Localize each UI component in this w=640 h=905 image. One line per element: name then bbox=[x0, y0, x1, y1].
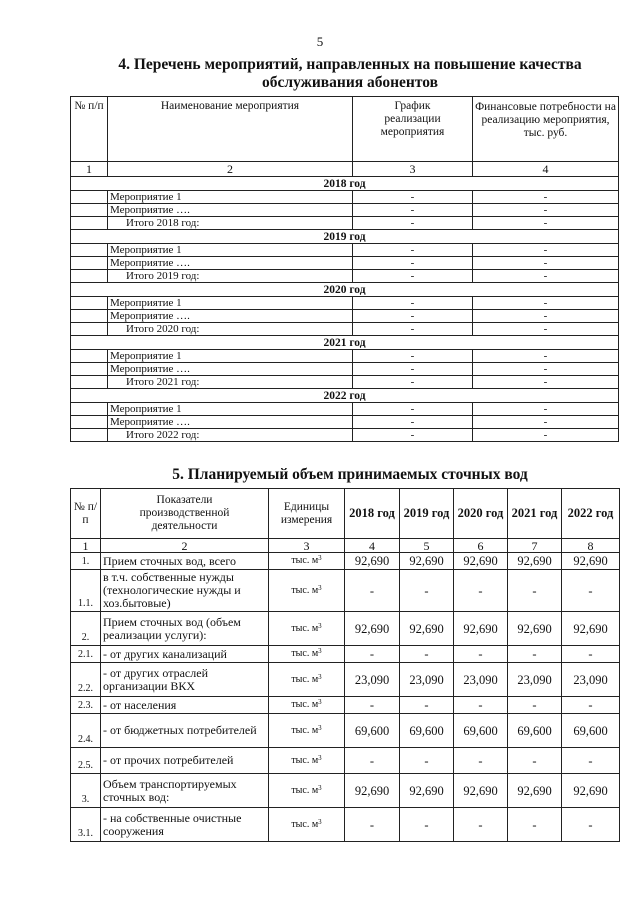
row-number bbox=[71, 376, 108, 389]
row-number bbox=[71, 403, 108, 416]
year-value: - bbox=[454, 646, 508, 663]
column-numbers-row bbox=[71, 539, 620, 553]
finance-value: - bbox=[473, 270, 619, 283]
year-value: - bbox=[454, 748, 508, 774]
activity-row bbox=[71, 310, 619, 323]
finance-value: - bbox=[473, 376, 619, 389]
year-value: 23,090 bbox=[562, 663, 620, 697]
year-value: - bbox=[562, 646, 620, 663]
indicator-name: - от других канализаций bbox=[101, 646, 269, 663]
row-number bbox=[71, 257, 108, 270]
indicator-row bbox=[71, 570, 620, 612]
unit-text: тыс. м bbox=[291, 754, 319, 766]
column-number: 4 bbox=[473, 162, 619, 177]
year-value: - bbox=[400, 748, 454, 774]
activity-row bbox=[71, 297, 619, 310]
indicator-row bbox=[71, 714, 620, 748]
total-row bbox=[71, 270, 619, 283]
column-number: 1 bbox=[71, 539, 101, 553]
schedule-value: - bbox=[353, 403, 473, 416]
activity-name: Мероприятие …. bbox=[108, 257, 353, 270]
unit-superscript: 3 bbox=[318, 647, 322, 655]
unit-cell bbox=[269, 774, 345, 808]
unit-text: тыс. м bbox=[291, 622, 319, 634]
activity-name: Итого 2021 год: bbox=[108, 376, 353, 389]
year-value: - bbox=[562, 748, 620, 774]
year-value: 92,690 bbox=[454, 612, 508, 646]
unit-cell bbox=[269, 697, 345, 714]
schedule-value: - bbox=[353, 323, 473, 336]
row-number: 3. bbox=[71, 774, 101, 808]
unit-cell bbox=[269, 808, 345, 842]
unit-superscript: 3 bbox=[318, 621, 322, 630]
year-value: 92,690 bbox=[400, 553, 454, 570]
schedule-value: - bbox=[353, 310, 473, 323]
unit-cell bbox=[269, 663, 345, 697]
row-number bbox=[71, 191, 108, 204]
unit-superscript: 3 bbox=[318, 583, 322, 592]
header-unit: Единицы измерения bbox=[269, 489, 345, 539]
year-value: 92,690 bbox=[345, 774, 400, 808]
indicator-row bbox=[71, 553, 620, 570]
unit-text: тыс. м bbox=[291, 784, 319, 796]
column-number: 1 bbox=[71, 162, 108, 177]
column-number: 5 bbox=[400, 539, 454, 553]
activity-name: Мероприятие 1 bbox=[108, 191, 353, 204]
year-value: - bbox=[345, 697, 400, 714]
finance-value: - bbox=[473, 217, 619, 230]
year-value: - bbox=[508, 646, 562, 663]
total-row bbox=[71, 376, 619, 389]
year-value: 92,690 bbox=[562, 612, 620, 646]
column-number: 4 bbox=[345, 539, 400, 553]
year-value: 69,600 bbox=[508, 714, 562, 748]
year-value: 23,090 bbox=[454, 663, 508, 697]
year-row bbox=[71, 230, 619, 244]
year-label: 2019 год bbox=[71, 230, 619, 244]
row-number bbox=[71, 217, 108, 230]
row-number: 2. bbox=[71, 612, 101, 646]
year-value: 23,090 bbox=[508, 663, 562, 697]
row-number: 3.1. bbox=[71, 808, 101, 842]
row-number: 1. bbox=[71, 553, 101, 570]
schedule-value: - bbox=[353, 416, 473, 429]
column-number: 2 bbox=[108, 162, 353, 177]
column-number: 3 bbox=[269, 539, 345, 553]
schedule-value: - bbox=[353, 376, 473, 389]
year-value: - bbox=[400, 697, 454, 714]
activities-table bbox=[70, 96, 619, 442]
year-value: 92,690 bbox=[508, 612, 562, 646]
schedule-value: - bbox=[353, 297, 473, 310]
section4-title-line1: 4. Перечень мероприятий, направленных на повышение качества bbox=[118, 56, 582, 73]
finance-value: - bbox=[473, 403, 619, 416]
row-number: 2.3. bbox=[71, 697, 101, 714]
unit-superscript: 3 bbox=[318, 554, 322, 562]
activity-name: Мероприятие 1 bbox=[108, 297, 353, 310]
unit-superscript: 3 bbox=[318, 753, 322, 762]
year-value: 23,090 bbox=[400, 663, 454, 697]
unit-text: тыс. м bbox=[291, 648, 319, 659]
page-number: 5 bbox=[316, 34, 324, 49]
header-finance: Финансовые потребности на реализацию мероприятия, тыс. руб. bbox=[473, 97, 619, 162]
total-row bbox=[71, 323, 619, 336]
unit-cell bbox=[269, 570, 345, 612]
activity-name: Мероприятие …. bbox=[108, 204, 353, 217]
year-label: 2022 год bbox=[71, 389, 619, 403]
indicator-row bbox=[71, 646, 620, 663]
year-value: - bbox=[508, 808, 562, 842]
unit-text: тыс. м bbox=[291, 673, 319, 685]
row-number: 1.1. bbox=[71, 570, 101, 612]
finance-value: - bbox=[473, 429, 619, 442]
header-year: 2020 год bbox=[454, 489, 508, 539]
year-value: 92,690 bbox=[454, 774, 508, 808]
unit-cell bbox=[269, 612, 345, 646]
year-value: - bbox=[562, 697, 620, 714]
indicator-name: - от населения bbox=[101, 697, 269, 714]
row-number: 2.5. bbox=[71, 748, 101, 774]
year-value: - bbox=[508, 748, 562, 774]
activity-name: Итого 2020 год: bbox=[108, 323, 353, 336]
schedule-value: - bbox=[353, 191, 473, 204]
unit-text: тыс. м bbox=[291, 699, 319, 710]
activity-name: Итого 2018 год: bbox=[108, 217, 353, 230]
activity-name: Мероприятие …. bbox=[108, 363, 353, 376]
year-value: 92,690 bbox=[562, 553, 620, 570]
column-number: 6 bbox=[454, 539, 508, 553]
indicator-row bbox=[71, 774, 620, 808]
wastewater-table bbox=[70, 488, 620, 842]
finance-value: - bbox=[473, 204, 619, 217]
unit-text: тыс. м bbox=[291, 724, 319, 736]
unit-cell bbox=[269, 553, 345, 570]
year-value: - bbox=[508, 570, 562, 612]
finance-value: - bbox=[473, 310, 619, 323]
header-year: 2022 год bbox=[562, 489, 620, 539]
year-row bbox=[71, 177, 619, 191]
header-year: 2021 год bbox=[508, 489, 562, 539]
year-value: - bbox=[454, 808, 508, 842]
header-year: 2018 год bbox=[345, 489, 400, 539]
row-number bbox=[71, 350, 108, 363]
finance-value: - bbox=[473, 416, 619, 429]
schedule-value: - bbox=[353, 244, 473, 257]
year-row bbox=[71, 283, 619, 297]
year-value: - bbox=[400, 570, 454, 612]
unit-superscript: 3 bbox=[318, 817, 322, 826]
indicator-name: в т.ч. собственные нужды (технологические нужды и хоз.бытовые) bbox=[101, 570, 269, 612]
activity-row bbox=[71, 416, 619, 429]
year-label: 2020 год bbox=[71, 283, 619, 297]
year-value: - bbox=[345, 808, 400, 842]
total-row bbox=[71, 217, 619, 230]
indicator-row bbox=[71, 697, 620, 714]
year-value: - bbox=[562, 570, 620, 612]
year-value: 92,690 bbox=[454, 553, 508, 570]
section5-title: 5. Планируемый объем принимаемых сточных вод bbox=[172, 466, 528, 483]
year-value: 92,690 bbox=[400, 774, 454, 808]
year-value: 69,600 bbox=[345, 714, 400, 748]
activity-name: Итого 2022 год: bbox=[108, 429, 353, 442]
year-value: - bbox=[400, 646, 454, 663]
row-number bbox=[71, 297, 108, 310]
activity-name: Мероприятие 1 bbox=[108, 244, 353, 257]
total-row bbox=[71, 429, 619, 442]
year-value: 92,690 bbox=[345, 612, 400, 646]
section4-title-line2: обслуживания абонентов bbox=[262, 74, 438, 91]
year-value: 92,690 bbox=[508, 553, 562, 570]
row-number bbox=[71, 204, 108, 217]
column-number: 7 bbox=[508, 539, 562, 553]
row-number bbox=[71, 429, 108, 442]
year-value: - bbox=[345, 570, 400, 612]
finance-value: - bbox=[473, 191, 619, 204]
indicator-name: - от прочих потребителей bbox=[101, 748, 269, 774]
unit-superscript: 3 bbox=[318, 723, 322, 732]
year-value: - bbox=[454, 697, 508, 714]
year-row bbox=[71, 336, 619, 350]
year-value: 92,690 bbox=[508, 774, 562, 808]
row-number bbox=[71, 416, 108, 429]
unit-superscript: 3 bbox=[318, 783, 322, 792]
activity-row bbox=[71, 363, 619, 376]
activity-name: Итого 2019 год: bbox=[108, 270, 353, 283]
indicator-row bbox=[71, 663, 620, 697]
header-schedule: График реализации мероприятия bbox=[353, 97, 473, 162]
schedule-value: - bbox=[353, 204, 473, 217]
finance-value: - bbox=[473, 297, 619, 310]
year-value: 23,090 bbox=[345, 663, 400, 697]
activity-name: Мероприятие 1 bbox=[108, 350, 353, 363]
header-no: № п/ п bbox=[71, 489, 101, 539]
year-value: - bbox=[508, 697, 562, 714]
header-no: № п/п bbox=[71, 97, 108, 162]
activity-row bbox=[71, 191, 619, 204]
schedule-value: - bbox=[353, 217, 473, 230]
finance-value: - bbox=[473, 323, 619, 336]
finance-value: - bbox=[473, 363, 619, 376]
year-value: 69,600 bbox=[400, 714, 454, 748]
activity-row bbox=[71, 257, 619, 270]
row-number bbox=[71, 244, 108, 257]
column-number: 8 bbox=[562, 539, 620, 553]
section4-title bbox=[80, 56, 620, 92]
year-value: 69,600 bbox=[454, 714, 508, 748]
row-number: 2.2. bbox=[71, 663, 101, 697]
finance-value: - bbox=[473, 257, 619, 270]
year-value: - bbox=[345, 646, 400, 663]
finance-value: - bbox=[473, 350, 619, 363]
schedule-value: - bbox=[353, 270, 473, 283]
year-value: 92,690 bbox=[400, 612, 454, 646]
unit-text: тыс. м bbox=[291, 818, 319, 830]
indicator-name: - на собственные очистные сооружения bbox=[101, 808, 269, 842]
year-value: - bbox=[454, 570, 508, 612]
activity-name: Мероприятие 1 bbox=[108, 403, 353, 416]
column-numbers-row bbox=[71, 162, 619, 177]
activity-name: Мероприятие …. bbox=[108, 310, 353, 323]
year-value: - bbox=[345, 748, 400, 774]
unit-cell bbox=[269, 714, 345, 748]
row-number bbox=[71, 323, 108, 336]
column-number: 3 bbox=[353, 162, 473, 177]
indicator-row bbox=[71, 808, 620, 842]
year-value: 69,600 bbox=[562, 714, 620, 748]
row-number bbox=[71, 363, 108, 376]
year-label: 2018 год bbox=[71, 177, 619, 191]
schedule-value: - bbox=[353, 429, 473, 442]
unit-text: тыс. м bbox=[291, 584, 319, 596]
indicator-name: Объем транспортируемых сточных вод: bbox=[101, 774, 269, 808]
year-value: - bbox=[400, 808, 454, 842]
year-row bbox=[71, 389, 619, 403]
activity-row bbox=[71, 350, 619, 363]
header-year: 2019 год bbox=[400, 489, 454, 539]
indicator-name: Прием сточных вод, всего bbox=[101, 553, 269, 570]
indicator-row bbox=[71, 612, 620, 646]
unit-superscript: 3 bbox=[318, 672, 322, 681]
schedule-value: - bbox=[353, 363, 473, 376]
row-number bbox=[71, 270, 108, 283]
year-value: 92,690 bbox=[345, 553, 400, 570]
schedule-value: - bbox=[353, 257, 473, 270]
year-value: 92,690 bbox=[562, 774, 620, 808]
activity-row bbox=[71, 204, 619, 217]
column-number: 2 bbox=[101, 539, 269, 553]
unit-superscript: 3 bbox=[318, 698, 322, 706]
indicator-row bbox=[71, 748, 620, 774]
unit-cell bbox=[269, 646, 345, 663]
activity-row bbox=[71, 403, 619, 416]
row-number bbox=[71, 310, 108, 323]
row-number: 2.1. bbox=[71, 646, 101, 663]
indicator-name: - от других отраслей организации ВКХ bbox=[101, 663, 269, 697]
row-number: 2.4. bbox=[71, 714, 101, 748]
schedule-value: - bbox=[353, 350, 473, 363]
unit-cell bbox=[269, 748, 345, 774]
unit-text: тыс. м bbox=[291, 555, 319, 566]
activity-row bbox=[71, 244, 619, 257]
indicator-name: - от бюджетных потребителей bbox=[101, 714, 269, 748]
indicator-name: Прием сточных вод (объем реализации услуги): bbox=[101, 612, 269, 646]
year-label: 2021 год bbox=[71, 336, 619, 350]
finance-value: - bbox=[473, 244, 619, 257]
year-value: - bbox=[562, 808, 620, 842]
header-indicator: Показатели производственной деятельности bbox=[101, 489, 269, 539]
activity-name: Мероприятие …. bbox=[108, 416, 353, 429]
header-name: Наименование мероприятия bbox=[108, 97, 353, 162]
